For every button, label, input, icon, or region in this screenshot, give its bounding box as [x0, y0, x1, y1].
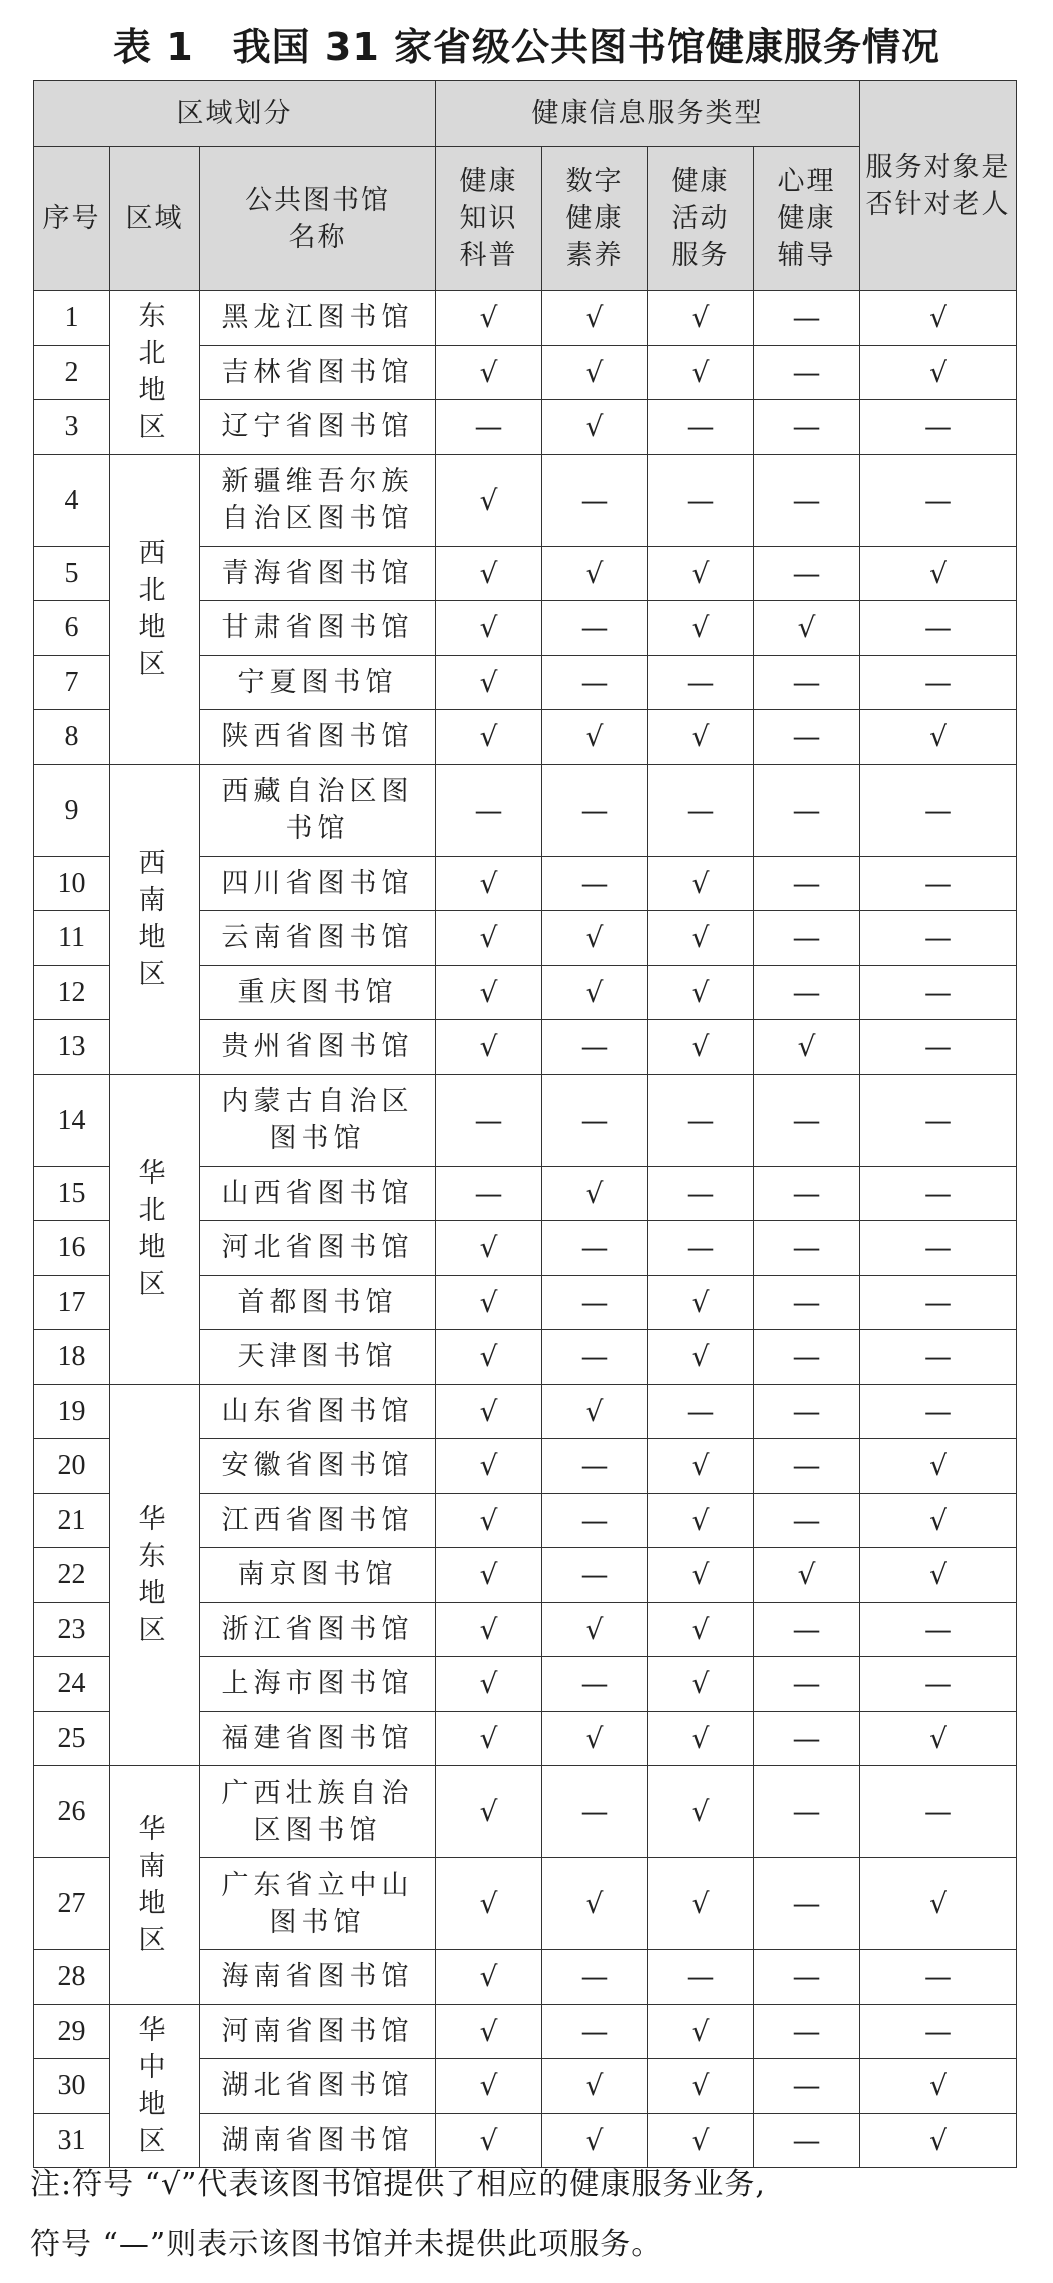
cell-knowledge: √: [436, 601, 542, 656]
cell-library-name: 天津图书馆: [200, 1330, 436, 1385]
table-note: [30, 2155, 1030, 2275]
cell-elderly: —: [860, 911, 1017, 966]
cell-elderly: √: [860, 2113, 1017, 2168]
cell-seq: 17: [34, 1275, 110, 1330]
cell-seq: 1: [34, 291, 110, 346]
cell-knowledge: √: [436, 291, 542, 346]
cell-psych: —: [754, 965, 860, 1020]
cell-activity: √: [648, 856, 754, 911]
cell-knowledge: —: [436, 1074, 542, 1166]
cell-psych: —: [754, 291, 860, 346]
cell-seq: 19: [34, 1384, 110, 1439]
cell-digital: —: [542, 1950, 648, 2005]
cell-library-name: 吉林省图书馆: [200, 345, 436, 400]
cell-psych: —: [754, 2113, 860, 2168]
cell-activity: √: [648, 1439, 754, 1494]
cell-library-name: 陕西省图书馆: [200, 710, 436, 765]
cell-digital: —: [542, 1275, 648, 1330]
cell-seq: 30: [34, 2059, 110, 2114]
cell-library-name: 宁夏图书馆: [200, 655, 436, 710]
cell-digital: √: [542, 965, 648, 1020]
cell-elderly: √: [860, 291, 1017, 346]
cell-library-name: 首都图书馆: [200, 1275, 436, 1330]
cell-digital: —: [542, 1330, 648, 1385]
cell-activity: √: [648, 965, 754, 1020]
cell-psych: √: [754, 601, 860, 656]
cell-elderly: —: [860, 1074, 1017, 1166]
cell-seq: 12: [34, 965, 110, 1020]
cell-seq: 7: [34, 655, 110, 710]
cell-seq: 9: [34, 764, 110, 856]
cell-seq: 2: [34, 345, 110, 400]
cell-digital: —: [542, 601, 648, 656]
cell-seq: 18: [34, 1330, 110, 1385]
cell-seq: 14: [34, 1074, 110, 1166]
cell-digital: √: [542, 1384, 648, 1439]
cell-elderly: √: [860, 345, 1017, 400]
cell-activity: √: [648, 1602, 754, 1657]
cell-elderly: √: [860, 1858, 1017, 1950]
cell-library-name: 上海市图书馆: [200, 1657, 436, 1712]
cell-library-name: 西藏自治区图书馆: [200, 764, 436, 856]
cell-seq: 28: [34, 1950, 110, 2005]
cell-region: 西北地区: [110, 454, 200, 764]
cell-psych: √: [754, 1020, 860, 1075]
header-seq: 序号: [34, 147, 110, 291]
header-knowledge: 健康知识科普: [436, 147, 542, 291]
cell-knowledge: √: [436, 1657, 542, 1712]
cell-region: 西南地区: [110, 764, 200, 1074]
cell-digital: √: [542, 1858, 648, 1950]
cell-activity: √: [648, 1548, 754, 1603]
cell-psych: —: [754, 345, 860, 400]
cell-knowledge: √: [436, 1493, 542, 1548]
cell-activity: —: [648, 1950, 754, 2005]
cell-psych: —: [754, 1384, 860, 1439]
cell-activity: —: [648, 454, 754, 546]
cell-knowledge: —: [436, 400, 542, 455]
cell-library-name: 江西省图书馆: [200, 1493, 436, 1548]
cell-digital: —: [542, 1020, 648, 1075]
cell-seq: 20: [34, 1439, 110, 1494]
cell-psych: —: [754, 1493, 860, 1548]
cell-region: 华南地区: [110, 1766, 200, 2005]
cell-elderly: —: [860, 454, 1017, 546]
cell-elderly: √: [860, 546, 1017, 601]
cell-seq: 10: [34, 856, 110, 911]
cell-knowledge: —: [436, 1166, 542, 1221]
cell-activity: √: [648, 1657, 754, 1712]
cell-library-name: 甘肃省图书馆: [200, 601, 436, 656]
cell-elderly: —: [860, 1657, 1017, 1712]
cell-digital: —: [542, 856, 648, 911]
cell-psych: —: [754, 1275, 860, 1330]
cell-library-name: 山西省图书馆: [200, 1166, 436, 1221]
cell-elderly: —: [860, 601, 1017, 656]
library-health-service-table: [33, 80, 1017, 2168]
cell-psych: —: [754, 1166, 860, 1221]
cell-digital: —: [542, 655, 648, 710]
cell-knowledge: √: [436, 1439, 542, 1494]
cell-seq: 21: [34, 1493, 110, 1548]
cell-activity: —: [648, 1166, 754, 1221]
note-line: 符号 “—”则表示该图书馆并未提供此项服务。: [30, 2227, 663, 2262]
cell-digital: √: [542, 710, 648, 765]
header-digital: 数字健康素养: [542, 147, 648, 291]
cell-digital: —: [542, 1657, 648, 1712]
cell-psych: —: [754, 1330, 860, 1385]
cell-elderly: √: [860, 1493, 1017, 1548]
cell-knowledge: √: [436, 454, 542, 546]
cell-knowledge: √: [436, 2004, 542, 2059]
cell-region: 东北地区: [110, 291, 200, 455]
cell-psych: —: [754, 1950, 860, 2005]
cell-seq: 31: [34, 2113, 110, 2168]
cell-seq: 27: [34, 1858, 110, 1950]
cell-activity: √: [648, 1766, 754, 1858]
cell-library-name: 南京图书馆: [200, 1548, 436, 1603]
cell-activity: √: [648, 911, 754, 966]
cell-activity: —: [648, 400, 754, 455]
cell-seq: 29: [34, 2004, 110, 2059]
cell-digital: √: [542, 1166, 648, 1221]
cell-knowledge: √: [436, 1221, 542, 1276]
cell-digital: —: [542, 1074, 648, 1166]
cell-seq: 6: [34, 601, 110, 656]
cell-digital: √: [542, 911, 648, 966]
cell-digital: —: [542, 764, 648, 856]
header-service-types: 健康信息服务类型: [436, 81, 860, 147]
cell-elderly: —: [860, 965, 1017, 1020]
cell-library-name: 青海省图书馆: [200, 546, 436, 601]
cell-library-name: 贵州省图书馆: [200, 1020, 436, 1075]
cell-knowledge: √: [436, 911, 542, 966]
cell-activity: —: [648, 1221, 754, 1276]
cell-library-name: 云南省图书馆: [200, 911, 436, 966]
cell-library-name: 海南省图书馆: [200, 1950, 436, 2005]
cell-psych: —: [754, 1858, 860, 1950]
cell-psych: —: [754, 2004, 860, 2059]
cell-seq: 8: [34, 710, 110, 765]
cell-knowledge: √: [436, 1766, 542, 1858]
header-region: 区域: [110, 147, 200, 291]
cell-psych: —: [754, 1602, 860, 1657]
cell-library-name: 四川省图书馆: [200, 856, 436, 911]
cell-knowledge: √: [436, 1330, 542, 1385]
cell-psych: —: [754, 2059, 860, 2114]
cell-digital: —: [542, 1766, 648, 1858]
cell-digital: √: [542, 2113, 648, 2168]
cell-library-name: 浙江省图书馆: [200, 1602, 436, 1657]
cell-knowledge: √: [436, 1384, 542, 1439]
cell-knowledge: √: [436, 345, 542, 400]
table-row: [34, 764, 1017, 856]
cell-elderly: —: [860, 1384, 1017, 1439]
cell-psych: —: [754, 655, 860, 710]
cell-elderly: —: [860, 1330, 1017, 1385]
cell-activity: √: [648, 345, 754, 400]
header-psych: 心理健康辅导: [754, 147, 860, 291]
cell-digital: —: [542, 1493, 648, 1548]
cell-elderly: —: [860, 1275, 1017, 1330]
cell-seq: 23: [34, 1602, 110, 1657]
cell-activity: √: [648, 1275, 754, 1330]
cell-psych: —: [754, 911, 860, 966]
cell-library-name: 重庆图书馆: [200, 965, 436, 1020]
cell-library-name: 辽宁省图书馆: [200, 400, 436, 455]
cell-knowledge: √: [436, 1548, 542, 1603]
cell-library-name: 湖南省图书馆: [200, 2113, 436, 2168]
cell-activity: —: [648, 764, 754, 856]
cell-psych: —: [754, 856, 860, 911]
header-library-name: 公共图书馆名称: [200, 147, 436, 291]
cell-digital: —: [542, 1439, 648, 1494]
cell-digital: —: [542, 1221, 648, 1276]
cell-knowledge: √: [436, 1275, 542, 1330]
cell-seq: 24: [34, 1657, 110, 1712]
cell-knowledge: √: [436, 1020, 542, 1075]
cell-activity: —: [648, 1384, 754, 1439]
cell-elderly: —: [860, 655, 1017, 710]
cell-library-name: 山东省图书馆: [200, 1384, 436, 1439]
cell-knowledge: √: [436, 546, 542, 601]
cell-psych: —: [754, 764, 860, 856]
cell-library-name: 福建省图书馆: [200, 1711, 436, 1766]
cell-digital: —: [542, 2004, 648, 2059]
cell-digital: —: [542, 1548, 648, 1603]
table-row: [34, 1766, 1017, 1858]
cell-activity: √: [648, 601, 754, 656]
cell-elderly: —: [860, 400, 1017, 455]
cell-elderly: —: [860, 1221, 1017, 1276]
cell-psych: —: [754, 400, 860, 455]
cell-region: 华中地区: [110, 2004, 200, 2168]
cell-digital: √: [542, 546, 648, 601]
table-row: [34, 2004, 1017, 2059]
cell-elderly: —: [860, 856, 1017, 911]
cell-seq: 15: [34, 1166, 110, 1221]
cell-psych: —: [754, 1766, 860, 1858]
cell-psych: —: [754, 1221, 860, 1276]
cell-elderly: —: [860, 1766, 1017, 1858]
cell-seq: 26: [34, 1766, 110, 1858]
table-row: [34, 1384, 1017, 1439]
cell-library-name: 河北省图书馆: [200, 1221, 436, 1276]
cell-psych: —: [754, 546, 860, 601]
header-target-elderly: 服务对象是否针对老人: [860, 81, 1017, 291]
table-row: [34, 1074, 1017, 1166]
cell-psych: —: [754, 1657, 860, 1712]
table-title: 表 1 我国 31 家省级公共图书馆健康服务情况: [112, 25, 940, 69]
cell-library-name: 河南省图书馆: [200, 2004, 436, 2059]
cell-library-name: 安徽省图书馆: [200, 1439, 436, 1494]
cell-knowledge: √: [436, 710, 542, 765]
cell-region: 华东地区: [110, 1384, 200, 1766]
cell-activity: √: [648, 1858, 754, 1950]
cell-digital: —: [542, 454, 648, 546]
cell-library-name: 广东省立中山图书馆: [200, 1858, 436, 1950]
cell-library-name: 广西壮族自治区图书馆: [200, 1766, 436, 1858]
cell-knowledge: √: [436, 1950, 542, 2005]
table-header: [34, 81, 1017, 291]
table-row: [34, 454, 1017, 546]
cell-activity: —: [648, 655, 754, 710]
cell-psych: —: [754, 1074, 860, 1166]
cell-activity: √: [648, 1711, 754, 1766]
cell-seq: 16: [34, 1221, 110, 1276]
table-row: [34, 291, 1017, 346]
cell-elderly: √: [860, 1548, 1017, 1603]
cell-activity: √: [648, 2059, 754, 2114]
cell-psych: —: [754, 1711, 860, 1766]
cell-library-name: 湖北省图书馆: [200, 2059, 436, 2114]
table-body: [34, 291, 1017, 2168]
cell-elderly: —: [860, 1602, 1017, 1657]
cell-activity: √: [648, 710, 754, 765]
cell-knowledge: —: [436, 764, 542, 856]
cell-digital: √: [542, 1602, 648, 1657]
cell-activity: √: [648, 1330, 754, 1385]
cell-knowledge: √: [436, 856, 542, 911]
cell-activity: √: [648, 1020, 754, 1075]
cell-seq: 25: [34, 1711, 110, 1766]
cell-knowledge: √: [436, 1711, 542, 1766]
cell-elderly: √: [860, 1439, 1017, 1494]
cell-elderly: —: [860, 764, 1017, 856]
cell-seq: 3: [34, 400, 110, 455]
cell-digital: √: [542, 291, 648, 346]
cell-digital: √: [542, 400, 648, 455]
cell-elderly: —: [860, 1950, 1017, 2005]
cell-digital: √: [542, 345, 648, 400]
cell-activity: —: [648, 1074, 754, 1166]
cell-knowledge: √: [436, 965, 542, 1020]
cell-activity: √: [648, 2113, 754, 2168]
cell-psych: √: [754, 1548, 860, 1603]
cell-elderly: —: [860, 2004, 1017, 2059]
cell-activity: √: [648, 1493, 754, 1548]
cell-psych: —: [754, 1439, 860, 1494]
cell-seq: 4: [34, 454, 110, 546]
cell-library-name: 内蒙古自治区图书馆: [200, 1074, 436, 1166]
cell-psych: —: [754, 710, 860, 765]
cell-elderly: √: [860, 1711, 1017, 1766]
header-activity: 健康活动服务: [648, 147, 754, 291]
cell-psych: —: [754, 454, 860, 546]
header-region-division: 区域划分: [34, 81, 436, 147]
cell-knowledge: √: [436, 2113, 542, 2168]
cell-elderly: —: [860, 1166, 1017, 1221]
cell-activity: √: [648, 2004, 754, 2059]
cell-digital: √: [542, 2059, 648, 2114]
cell-activity: √: [648, 546, 754, 601]
cell-region: 华北地区: [110, 1074, 200, 1384]
cell-seq: 22: [34, 1548, 110, 1603]
cell-knowledge: √: [436, 2059, 542, 2114]
cell-seq: 5: [34, 546, 110, 601]
cell-elderly: √: [860, 2059, 1017, 2114]
cell-digital: √: [542, 1711, 648, 1766]
cell-elderly: √: [860, 710, 1017, 765]
cell-library-name: 黑龙江图书馆: [200, 291, 436, 346]
cell-activity: √: [648, 291, 754, 346]
cell-seq: 13: [34, 1020, 110, 1075]
cell-elderly: —: [860, 1020, 1017, 1075]
note-line: 注:符号 “√”代表该图书馆提供了相应的健康服务业务,: [30, 2167, 766, 2202]
cell-seq: 11: [34, 911, 110, 966]
cell-library-name: 新疆维吾尔族自治区图书馆: [200, 454, 436, 546]
cell-knowledge: √: [436, 1858, 542, 1950]
cell-knowledge: √: [436, 1602, 542, 1657]
cell-knowledge: √: [436, 655, 542, 710]
